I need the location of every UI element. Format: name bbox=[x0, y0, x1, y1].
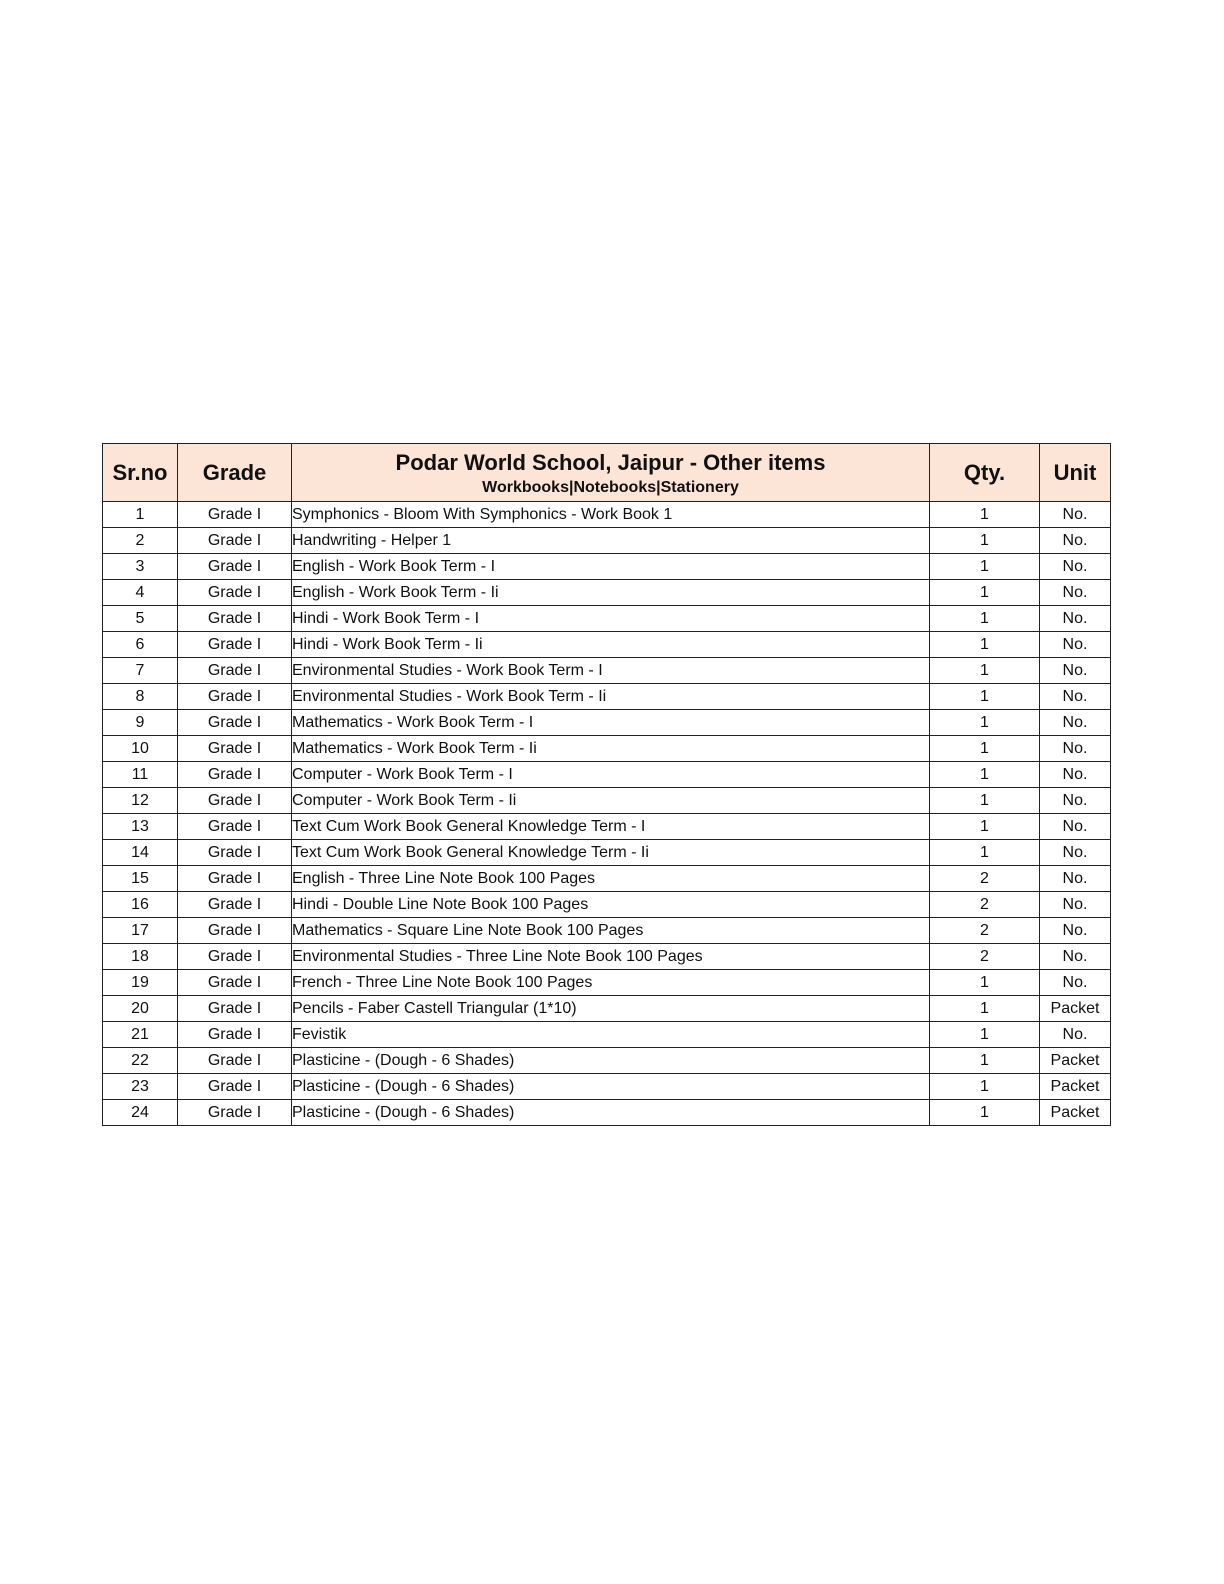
row-grade: Grade I bbox=[178, 580, 292, 606]
table-row bbox=[103, 1100, 1111, 1126]
row-unit: No. bbox=[1040, 840, 1111, 866]
row-quantity: 1 bbox=[930, 788, 1040, 814]
row-quantity: 1 bbox=[930, 970, 1040, 996]
row-sr-no: 15 bbox=[103, 866, 178, 892]
row-unit: No. bbox=[1040, 580, 1111, 606]
row-grade: Grade I bbox=[178, 528, 292, 554]
header-sr-no: Sr.no bbox=[103, 444, 178, 502]
row-sr-no: 19 bbox=[103, 970, 178, 996]
row-quantity: 1 bbox=[930, 684, 1040, 710]
table-row bbox=[103, 632, 1111, 658]
table-row bbox=[103, 814, 1111, 840]
table-row bbox=[103, 554, 1111, 580]
row-item-description: English - Three Line Note Book 100 Pages bbox=[292, 866, 930, 892]
row-quantity: 1 bbox=[930, 1048, 1040, 1074]
row-unit: No. bbox=[1040, 554, 1111, 580]
table-subtitle: Workbooks|Notebooks|Stationery bbox=[482, 478, 739, 496]
row-unit: No. bbox=[1040, 1022, 1111, 1048]
row-unit: No. bbox=[1040, 502, 1111, 528]
table-row bbox=[103, 866, 1111, 892]
table-body bbox=[103, 502, 1111, 1126]
row-sr-no: 11 bbox=[103, 762, 178, 788]
row-item-description: Pencils - Faber Castell Triangular (1*10) bbox=[292, 996, 930, 1022]
row-quantity: 1 bbox=[930, 658, 1040, 684]
row-unit: No. bbox=[1040, 866, 1111, 892]
row-unit: No. bbox=[1040, 762, 1111, 788]
row-grade: Grade I bbox=[178, 944, 292, 970]
table-row bbox=[103, 528, 1111, 554]
row-unit: No. bbox=[1040, 528, 1111, 554]
row-unit: Packet bbox=[1040, 996, 1111, 1022]
row-unit: No. bbox=[1040, 814, 1111, 840]
row-sr-no: 23 bbox=[103, 1074, 178, 1100]
row-unit: No. bbox=[1040, 736, 1111, 762]
row-grade: Grade I bbox=[178, 918, 292, 944]
row-item-description: Computer - Work Book Term - I bbox=[292, 762, 930, 788]
table-row bbox=[103, 580, 1111, 606]
table-title: Podar World School, Jaipur - Other items bbox=[395, 449, 826, 475]
row-sr-no: 20 bbox=[103, 996, 178, 1022]
table-row bbox=[103, 684, 1111, 710]
header-grade: Grade bbox=[178, 444, 292, 502]
row-item-description: Handwriting - Helper 1 bbox=[292, 528, 930, 554]
row-quantity: 1 bbox=[930, 606, 1040, 632]
row-quantity: 1 bbox=[930, 840, 1040, 866]
table-row bbox=[103, 996, 1111, 1022]
row-unit: No. bbox=[1040, 632, 1111, 658]
row-quantity: 1 bbox=[930, 814, 1040, 840]
table-row bbox=[103, 1048, 1111, 1074]
row-grade: Grade I bbox=[178, 1100, 292, 1126]
table-row bbox=[103, 736, 1111, 762]
row-grade: Grade I bbox=[178, 502, 292, 528]
row-grade: Grade I bbox=[178, 1048, 292, 1074]
row-grade: Grade I bbox=[178, 788, 292, 814]
row-sr-no: 1 bbox=[103, 502, 178, 528]
row-quantity: 1 bbox=[930, 762, 1040, 788]
row-quantity: 1 bbox=[930, 554, 1040, 580]
row-sr-no: 17 bbox=[103, 918, 178, 944]
items-table bbox=[102, 443, 1111, 1126]
row-sr-no: 14 bbox=[103, 840, 178, 866]
row-grade: Grade I bbox=[178, 1022, 292, 1048]
table-row bbox=[103, 970, 1111, 996]
row-sr-no: 22 bbox=[103, 1048, 178, 1074]
row-item-description: Computer - Work Book Term - Ii bbox=[292, 788, 930, 814]
row-sr-no: 7 bbox=[103, 658, 178, 684]
row-item-description: Mathematics - Square Line Note Book 100 Pages bbox=[292, 918, 930, 944]
row-grade: Grade I bbox=[178, 658, 292, 684]
row-grade: Grade I bbox=[178, 892, 292, 918]
row-item-description: Mathematics - Work Book Term - I bbox=[292, 710, 930, 736]
row-quantity: 1 bbox=[930, 632, 1040, 658]
row-unit: No. bbox=[1040, 918, 1111, 944]
table-row bbox=[103, 892, 1111, 918]
table-row bbox=[103, 944, 1111, 970]
row-grade: Grade I bbox=[178, 866, 292, 892]
table-row bbox=[103, 1022, 1111, 1048]
row-sr-no: 21 bbox=[103, 1022, 178, 1048]
row-unit: No. bbox=[1040, 788, 1111, 814]
row-grade: Grade I bbox=[178, 814, 292, 840]
row-grade: Grade I bbox=[178, 632, 292, 658]
table-row bbox=[103, 788, 1111, 814]
row-sr-no: 24 bbox=[103, 1100, 178, 1126]
row-grade: Grade I bbox=[178, 554, 292, 580]
table-row bbox=[103, 1074, 1111, 1100]
row-quantity: 1 bbox=[930, 502, 1040, 528]
table-row bbox=[103, 710, 1111, 736]
row-grade: Grade I bbox=[178, 970, 292, 996]
row-item-description: French - Three Line Note Book 100 Pages bbox=[292, 970, 930, 996]
row-sr-no: 3 bbox=[103, 554, 178, 580]
row-item-description: Symphonics - Bloom With Symphonics - Work Book 1 bbox=[292, 502, 930, 528]
row-item-description: Hindi - Work Book Term - Ii bbox=[292, 632, 930, 658]
row-item-description: Hindi - Work Book Term - I bbox=[292, 606, 930, 632]
header-row bbox=[103, 444, 1111, 502]
row-sr-no: 12 bbox=[103, 788, 178, 814]
row-quantity: 1 bbox=[930, 580, 1040, 606]
row-sr-no: 2 bbox=[103, 528, 178, 554]
row-quantity: 1 bbox=[930, 528, 1040, 554]
header-qty: Qty. bbox=[930, 444, 1040, 502]
row-item-description: Hindi - Double Line Note Book 100 Pages bbox=[292, 892, 930, 918]
row-grade: Grade I bbox=[178, 684, 292, 710]
row-item-description: Environmental Studies - Three Line Note Book 100 Pages bbox=[292, 944, 930, 970]
header-title-cell bbox=[292, 444, 930, 502]
row-quantity: 1 bbox=[930, 1100, 1040, 1126]
row-item-description: Plasticine - (Dough - 6 Shades) bbox=[292, 1048, 930, 1074]
table-row bbox=[103, 606, 1111, 632]
table-row bbox=[103, 918, 1111, 944]
row-unit: No. bbox=[1040, 892, 1111, 918]
row-unit: No. bbox=[1040, 944, 1111, 970]
row-sr-no: 9 bbox=[103, 710, 178, 736]
table-row bbox=[103, 502, 1111, 528]
row-item-description: Mathematics - Work Book Term - Ii bbox=[292, 736, 930, 762]
row-grade: Grade I bbox=[178, 762, 292, 788]
row-item-description: Plasticine - (Dough - 6 Shades) bbox=[292, 1074, 930, 1100]
row-unit: No. bbox=[1040, 658, 1111, 684]
table-row bbox=[103, 658, 1111, 684]
row-item-description: Environmental Studies - Work Book Term - I bbox=[292, 658, 930, 684]
row-quantity: 2 bbox=[930, 866, 1040, 892]
row-sr-no: 18 bbox=[103, 944, 178, 970]
row-unit: No. bbox=[1040, 606, 1111, 632]
row-unit: Packet bbox=[1040, 1048, 1111, 1074]
header-unit: Unit bbox=[1040, 444, 1111, 502]
row-grade: Grade I bbox=[178, 736, 292, 762]
row-item-description: Fevistik bbox=[292, 1022, 930, 1048]
row-grade: Grade I bbox=[178, 840, 292, 866]
table-row bbox=[103, 762, 1111, 788]
row-item-description: English - Work Book Term - I bbox=[292, 554, 930, 580]
row-quantity: 1 bbox=[930, 996, 1040, 1022]
row-item-description: Environmental Studies - Work Book Term - Ii bbox=[292, 684, 930, 710]
row-sr-no: 4 bbox=[103, 580, 178, 606]
row-item-description: Plasticine - (Dough - 6 Shades) bbox=[292, 1100, 930, 1126]
row-unit: Packet bbox=[1040, 1100, 1111, 1126]
row-sr-no: 6 bbox=[103, 632, 178, 658]
row-quantity: 2 bbox=[930, 892, 1040, 918]
row-quantity: 1 bbox=[930, 1022, 1040, 1048]
row-grade: Grade I bbox=[178, 1074, 292, 1100]
row-unit: No. bbox=[1040, 710, 1111, 736]
row-unit: No. bbox=[1040, 970, 1111, 996]
row-sr-no: 8 bbox=[103, 684, 178, 710]
row-sr-no: 13 bbox=[103, 814, 178, 840]
row-grade: Grade I bbox=[178, 996, 292, 1022]
row-unit: Packet bbox=[1040, 1074, 1111, 1100]
row-grade: Grade I bbox=[178, 606, 292, 632]
row-item-description: Text Cum Work Book General Knowledge Term - I bbox=[292, 814, 930, 840]
row-item-description: Text Cum Work Book General Knowledge Term - Ii bbox=[292, 840, 930, 866]
row-quantity: 2 bbox=[930, 944, 1040, 970]
items-sheet bbox=[102, 443, 1110, 1126]
row-item-description: English - Work Book Term - Ii bbox=[292, 580, 930, 606]
row-quantity: 1 bbox=[930, 1074, 1040, 1100]
row-grade: Grade I bbox=[178, 710, 292, 736]
table-header bbox=[103, 444, 1111, 502]
table-row bbox=[103, 840, 1111, 866]
row-sr-no: 10 bbox=[103, 736, 178, 762]
row-unit: No. bbox=[1040, 684, 1111, 710]
row-sr-no: 5 bbox=[103, 606, 178, 632]
row-quantity: 2 bbox=[930, 918, 1040, 944]
row-quantity: 1 bbox=[930, 710, 1040, 736]
row-sr-no: 16 bbox=[103, 892, 178, 918]
row-quantity: 1 bbox=[930, 736, 1040, 762]
